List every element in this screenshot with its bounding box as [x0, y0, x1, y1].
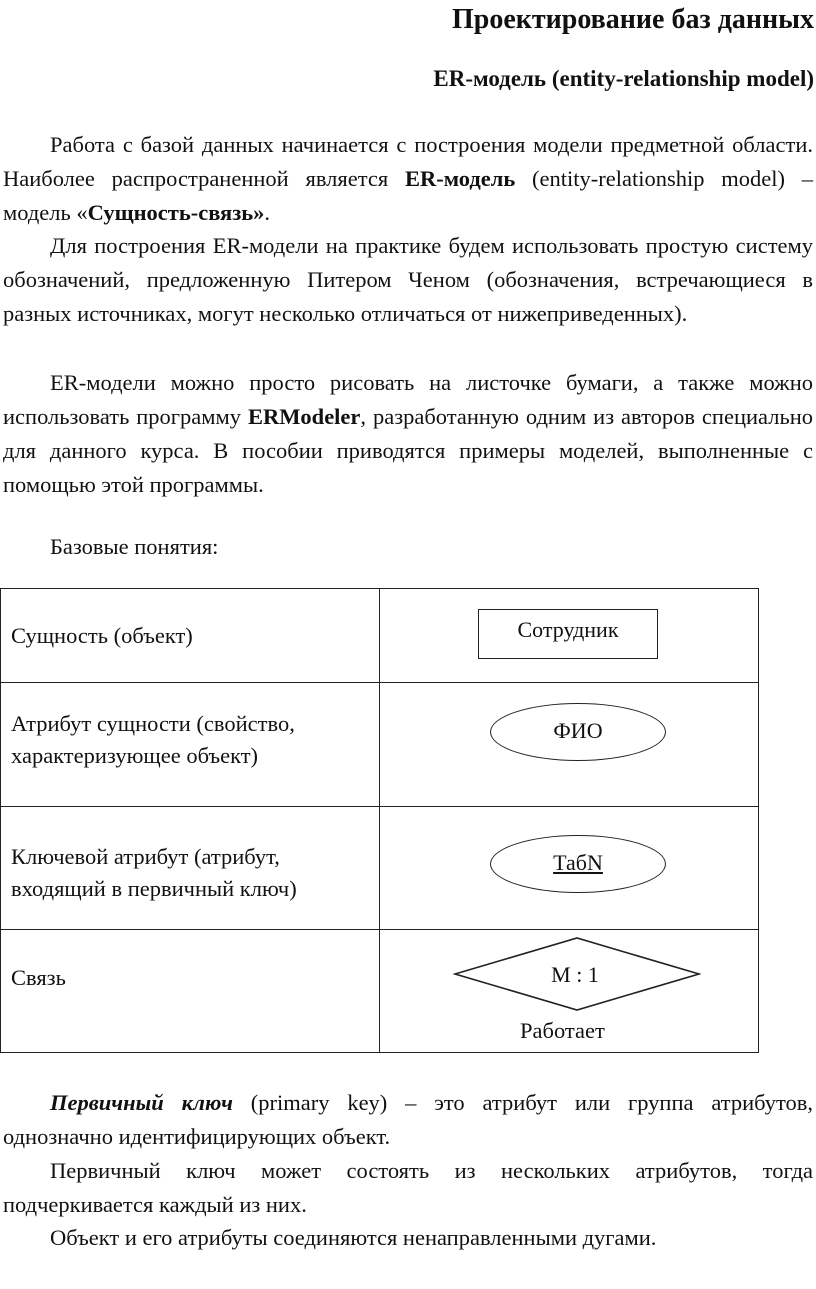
legend-row-relationship [1, 930, 758, 1052]
paragraph-composite-key: Первичный ключ может состоять из нескольких атрибутов, тогда подчеркивается каждый из них. [3, 1158, 813, 1217]
italic-term-primary-key: Первичный ключ [50, 1090, 233, 1115]
basic-concepts-heading: Базовые понятия: [50, 534, 219, 559]
legend-label: Атрибут сущности (свойство, характеризующее объект) [11, 711, 295, 768]
paragraph-notation: Для построения ER-модели на практике будем использовать простую систему обозначений, предложенную Питером Ченом (обозначения, встречающиеся в разных источниках, могут несколько отличаться от нижеприведенных). [3, 233, 813, 326]
legend-row-attribute [1, 683, 758, 807]
page-title: Проектирование баз данных [451, 4, 814, 35]
legend-label: Связь [11, 965, 66, 990]
relationship-name: Работает [520, 1018, 605, 1043]
paragraph-intro [3, 128, 813, 230]
bold-term-ermodeler: ERModeler [247, 404, 361, 429]
paragraph-text: ER-модели можно просто рисовать на листочке бумаги, а также можно использовать программу [3, 370, 813, 429]
bold-term-primary-key [50, 1090, 233, 1115]
bold-term-entity-relationship: Сущность-связь» [87, 200, 265, 225]
paragraph-arcs: Объект и его атрибуты соединяются ненаправленными дугами. [50, 1225, 657, 1250]
legend-row-key-attribute [1, 807, 758, 930]
legend-row-entity [1, 589, 758, 683]
key-attribute-name: ТабN [553, 850, 603, 875]
key-attribute-ellipse-symbol [490, 835, 666, 893]
relationship-diamond-symbol [453, 936, 701, 1012]
paragraph-text: Работа с базой данных начинается с построения модели предметной области. Наиболее распространенной является [3, 132, 813, 191]
legend-label: Ключевой атрибут (атрибут, входящий в первичный ключ) [11, 844, 297, 901]
paragraph-ermodeler [3, 366, 813, 502]
attribute-ellipse-symbol: ФИО [490, 703, 666, 761]
bold-term-er-model: ER-модель [404, 166, 516, 191]
paragraph-text: . [264, 200, 271, 225]
legend-label: Сущность (объект) [11, 623, 193, 648]
paragraph-text: (primary key) – это атрибут или группа атрибутов, однозначно идентифицирующих объект. [3, 1090, 813, 1149]
section-subtitle: ER-модель (entity-relationship model) [433, 66, 814, 91]
paragraph-text: (entity-relationship model) – модель « [3, 166, 813, 225]
paragraph-primary-key [3, 1086, 813, 1154]
entity-rectangle-symbol: Сотрудник [478, 609, 658, 659]
relationship-cardinality: M : 1 [551, 962, 599, 987]
paragraph-text: , разработанную одним из авторов специально для данного курса. В пособии приводятся примеры моделей, выполненные с помощью этой программы. [3, 404, 813, 497]
notation-legend-table [0, 588, 759, 1053]
